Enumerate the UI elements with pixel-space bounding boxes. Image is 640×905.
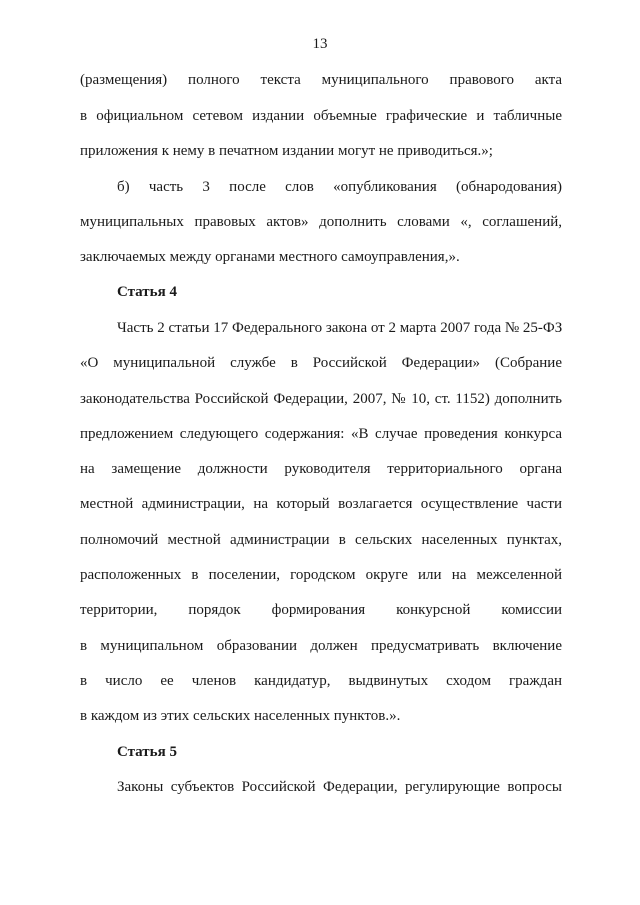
text-line-8: «О муниципальной службе в Российской Федерации» (Собрание bbox=[80, 355, 562, 371]
text-line-4: б) часть 3 после слов «опубликования (обнародования) bbox=[117, 179, 562, 195]
text-line-10: предложением следующего содержания: «В случае проведения конкурса bbox=[80, 426, 562, 442]
page-number: 13 bbox=[312, 36, 328, 52]
text-line-9: законодательства Российской Федерации, 2007, № 10, ст. 1152) дополнить bbox=[80, 391, 562, 407]
text-line-13: полномочий местной администрации в сельских населенных пунктах, bbox=[80, 532, 562, 548]
text-line-15: территории, порядок формирования конкурсной комиссии bbox=[80, 602, 562, 618]
text-line-11: на замещение должности руководителя территориального органа bbox=[80, 461, 562, 477]
text-line-17: в число ее членов кандидатур, выдвинутых сходом граждан bbox=[80, 673, 562, 689]
article-5-heading: Статья 5 bbox=[117, 744, 177, 760]
text-line-16: в муниципальном образовании должен предусматривать включение bbox=[80, 638, 562, 654]
text-line-18: в каждом из этих сельских населенных пунктов.». bbox=[80, 708, 401, 724]
text-line-1: (размещения) полного текста муниципального правового акта bbox=[80, 72, 562, 88]
text-line-6: заключаемых между органами местного самоуправления,». bbox=[80, 249, 460, 265]
text-line-7: Часть 2 статьи 17 Федерального закона от 2 марта 2007 года № 25-ФЗ bbox=[117, 320, 563, 336]
text-line-14: расположенных в поселении, городском округе или на межселенной bbox=[80, 567, 562, 583]
text-line-3: приложения к нему в печатном издании могут не приводиться.»; bbox=[80, 143, 493, 159]
text-line-5: муниципальных правовых актов» дополнить словами «, соглашений, bbox=[80, 214, 562, 230]
text-line-2: в официальном сетевом издании объемные графические и табличные bbox=[80, 108, 562, 124]
article-4-heading: Статья 4 bbox=[117, 284, 177, 300]
text-line-19: Законы субъектов Российской Федерации, регулирующие вопросы bbox=[117, 779, 562, 795]
text-line-12: местной администрации, на который возлагается осуществление части bbox=[80, 496, 562, 512]
